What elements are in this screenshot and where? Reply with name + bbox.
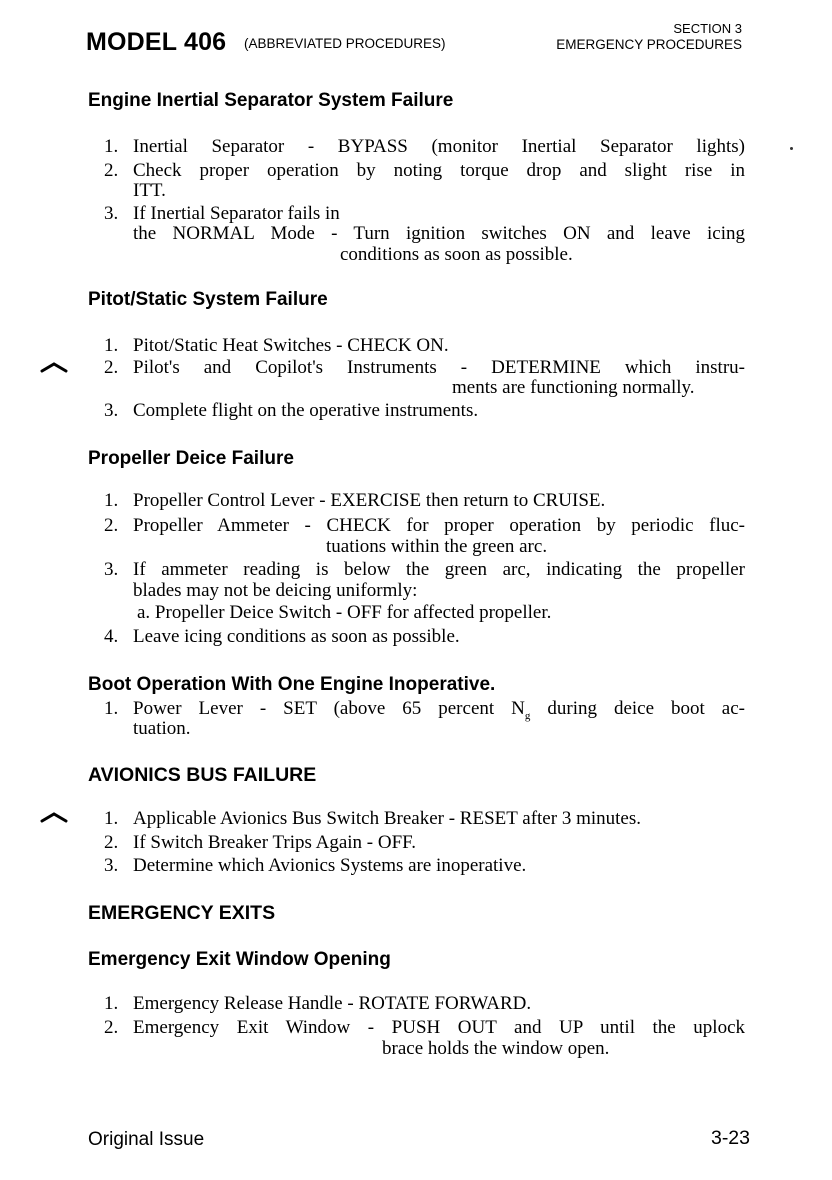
section-number: SECTION 3 bbox=[673, 21, 742, 36]
step-number: 1. bbox=[104, 335, 119, 356]
step-continuation: ments are functioning normally. bbox=[452, 377, 695, 398]
speck-mark bbox=[790, 147, 793, 150]
step-text: Pitot/Static Heat Switches - CHECK ON. bbox=[133, 335, 449, 356]
step-text: Check proper operation by noting torque drop and slight rise in bbox=[133, 160, 745, 181]
step-number: 1. bbox=[104, 993, 119, 1014]
step-text: the NORMAL Mode - Turn ignition switches ON and leave icing bbox=[133, 223, 745, 244]
model-title: MODEL 406 bbox=[86, 28, 227, 56]
step-text-main: Power Lever - SET (above 65 percent N bbox=[133, 698, 525, 719]
step-number: 3. bbox=[104, 559, 119, 580]
step-text bbox=[133, 698, 745, 727]
step-number: 2. bbox=[104, 1017, 119, 1038]
heading-emergency-exits: EMERGENCY EXITS bbox=[88, 902, 276, 924]
step-continuation: ITT. bbox=[133, 180, 166, 201]
abbreviated-procedures-label: (ABBREVIATED PROCEDURES) bbox=[244, 36, 446, 51]
step-text: Complete flight on the operative instruments. bbox=[133, 400, 479, 421]
step-number: 1. bbox=[104, 698, 119, 719]
heading-pitot-static: Pitot/Static System Failure bbox=[88, 289, 328, 310]
page-number: 3-23 bbox=[710, 1127, 750, 1149]
step-text: Emergency Release Handle - ROTATE FORWARD. bbox=[133, 993, 532, 1014]
step-number: 3. bbox=[104, 203, 119, 224]
step-text: If Inertial Separator fails in bbox=[133, 203, 340, 224]
step-number: 2. bbox=[104, 832, 119, 853]
step-continuation: conditions as soon as possible. bbox=[340, 244, 573, 265]
revision-bar-icon bbox=[40, 810, 68, 824]
step-text: Propeller Control Lever - EXERCISE then return to CRUISE. bbox=[133, 490, 606, 511]
step-text: Determine which Avionics Systems are inoperative. bbox=[133, 855, 527, 876]
step-number: 1. bbox=[104, 808, 119, 829]
heading-boot-operation: Boot Operation With One Engine Inoperative. bbox=[88, 674, 496, 695]
step-number: 3. bbox=[104, 400, 119, 421]
subscript-g: g bbox=[524, 709, 531, 722]
step-number: 2. bbox=[104, 160, 119, 181]
step-number: 3. bbox=[104, 855, 119, 876]
step-text: Propeller Ammeter - CHECK for proper operation by periodic fluc- bbox=[133, 515, 745, 536]
heading-exit-window-opening: Emergency Exit Window Opening bbox=[88, 949, 391, 970]
step-continuation: blades may not be deicing uniformly: bbox=[133, 580, 418, 601]
step-text: If ammeter reading is below the green arc, indicating the propeller bbox=[133, 559, 745, 580]
step-number: 4. bbox=[104, 626, 119, 647]
step-text-end: during deice boot ac- bbox=[530, 698, 745, 719]
heading-inertial-separator: Engine Inertial Separator System Failure bbox=[88, 90, 454, 111]
step-text: Inertial Separator - BYPASS (monitor Inertial Separator lights) bbox=[133, 136, 745, 157]
step-number: 1. bbox=[104, 136, 119, 157]
footer-issue: Original Issue bbox=[88, 1129, 205, 1150]
step-continuation: tuation. bbox=[133, 718, 191, 739]
step-text: Leave icing conditions as soon as possible. bbox=[133, 626, 460, 647]
section-name: EMERGENCY PROCEDURES bbox=[556, 37, 742, 52]
step-text: Pilot's and Copilot's Instruments - DETERMINE which instru- bbox=[133, 357, 745, 378]
heading-avionics-bus-failure: AVIONICS BUS FAILURE bbox=[88, 764, 317, 786]
step-continuation: tuations within the green arc. bbox=[326, 536, 548, 557]
step-text: If Switch Breaker Trips Again - OFF. bbox=[133, 832, 416, 853]
heading-propeller-deice: Propeller Deice Failure bbox=[88, 448, 294, 469]
step-text: Applicable Avionics Bus Switch Breaker - RESET after 3 minutes. bbox=[133, 808, 641, 829]
step-number: 2. bbox=[104, 357, 119, 378]
revision-bar-icon bbox=[40, 360, 68, 374]
step-number: 2. bbox=[104, 515, 119, 536]
sub-step: a. Propeller Deice Switch - OFF for affected propeller. bbox=[137, 602, 552, 623]
step-continuation: brace holds the window open. bbox=[382, 1038, 610, 1059]
step-text: Emergency Exit Window - PUSH OUT and UP until the uplock bbox=[133, 1017, 745, 1038]
step-number: 1. bbox=[104, 490, 119, 511]
